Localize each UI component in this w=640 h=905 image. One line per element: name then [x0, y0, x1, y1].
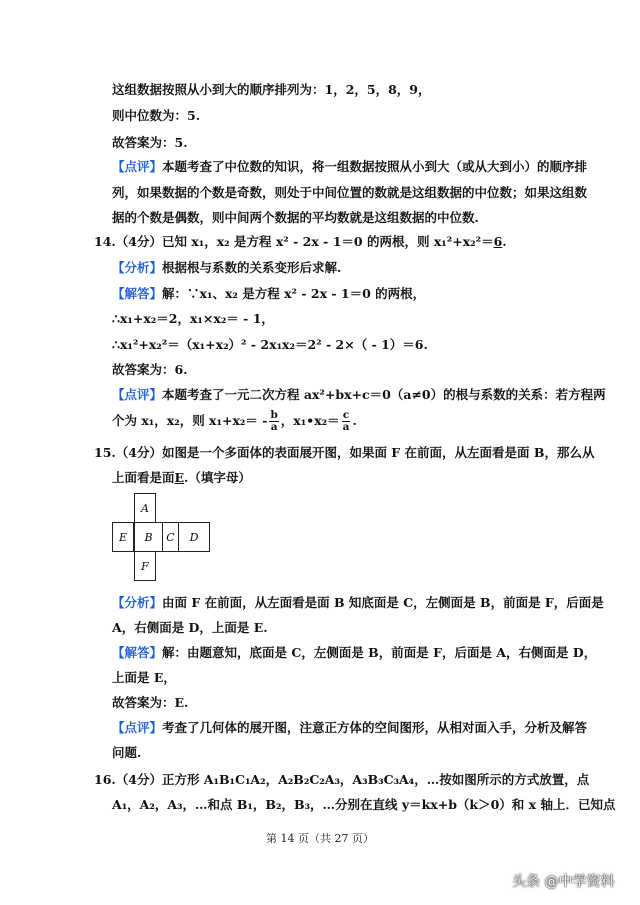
fraction-denominator: a: [270, 421, 278, 433]
comment-text: 本题考查了一元二次方程 ax²+bx+c＝0（a≠0）的根与系数的关系：若方程两: [162, 387, 606, 402]
comment-line: [112, 157, 587, 177]
text-line: 故答案为：6.: [112, 362, 188, 377]
net-face-c: C: [162, 522, 179, 552]
question-14: [94, 232, 507, 252]
net-face-b: B: [134, 522, 163, 552]
formula-line: [112, 410, 357, 433]
formula-text: ，x₁•x₂＝: [280, 413, 340, 428]
text-line: 上面是 E，: [112, 670, 176, 685]
fraction-denominator: a: [342, 421, 350, 433]
fraction-numerator: b: [270, 409, 278, 421]
question-15-cont: [112, 468, 251, 488]
question-text: .: [502, 234, 507, 249]
question-15: 15.（4分）如图是一个多面体的表面展开图，如果面 F 在前面，从左面看是面 B，那么从: [94, 445, 595, 460]
comment-line: [112, 718, 587, 738]
analysis-tag: 【分析】: [112, 595, 163, 610]
text-line: 这组数据按照从小到大的顺序排列为：1，2，5，8，9，: [112, 82, 431, 97]
text-line: 据的个数是偶数，则中间两个数据的平均数就是这组数据的中位数.: [112, 210, 479, 225]
analysis-text: 由面 F 在前面，从左面看是面 B 知底面是 C，左侧面是 B，前面是 F，后面是: [162, 595, 604, 610]
watermark: 头条 @中学资料: [512, 874, 615, 890]
comment-tag: 【点评】: [112, 720, 163, 735]
fraction: [269, 410, 278, 433]
analysis-tag: 【分析】: [112, 260, 163, 275]
analysis-line: [112, 593, 604, 613]
cube-net-figure: [112, 493, 212, 583]
net-face-f: F: [134, 551, 156, 581]
text-line: 问题.: [112, 745, 142, 760]
solution-line: [112, 284, 425, 304]
comment-text: 本题考查了中位数的知识，将一组数据按照从小到大（或从大到小）的顺序排: [162, 159, 588, 174]
question-text: .（填字母）: [184, 470, 251, 485]
comment-line: [112, 385, 606, 405]
fraction: [342, 410, 351, 433]
net-face-e: E: [112, 522, 134, 552]
formula-text: 个为 x₁，x₂，则 x₁+x₂＝ -: [112, 413, 268, 428]
text-line: 列，如果数据的个数是奇数，则处于中间位置的数就是这组数据的中位数；如果这组数: [112, 185, 588, 200]
comment-tag: 【点评】: [112, 159, 163, 174]
net-face-d: D: [178, 522, 210, 552]
analysis-text: 根据根与系数的关系变形后求解.: [162, 260, 342, 275]
formula-text: .: [352, 413, 357, 428]
answer-blank: 6: [493, 234, 503, 249]
text-line: 故答案为：5.: [112, 135, 188, 150]
question-16-cont: A₁，A₂，A₃，…和点 B₁，B₂，B₃，…分别在直线 y＝kx+b（k＞0）和 x 轴上．已知点: [112, 797, 616, 812]
text-line: ∴x₁+x₂＝2，x₁×x₂＝ - 1，: [112, 311, 274, 326]
net-face-a: A: [134, 493, 156, 523]
question-16: 16.（4分）正方形 A₁B₁C₁A₂，A₂B₂C₂A₃，A₃B₃C₃A₄，…按如图所示的方式放置，点: [94, 772, 590, 787]
text-line: 故答案为：E.: [112, 695, 189, 710]
comment-tag: 【点评】: [112, 387, 163, 402]
solution-text: 解：由题意知，底面是 C，左侧面是 B，前面是 F，后面是 A，右侧面是 D，: [162, 645, 597, 660]
solution-text: 解：∵x₁、x₂ 是方程 x² - 2x - 1＝0 的两根，: [162, 286, 426, 301]
comment-text: 考查了几何体的展开图，注意正方体的空间图形，从相对面入手，分析及解答: [162, 720, 588, 735]
solution-tag: 【解答】: [112, 286, 163, 301]
page-footer: 第 14 页（共 27 页）: [266, 832, 374, 845]
analysis-line: [112, 258, 341, 278]
fraction-numerator: c: [342, 409, 350, 421]
question-text: 14.（4分）已知 x₁，x₂ 是方程 x² - 2x - 1＝0 的两根，则 x₁²+x₂²＝: [94, 234, 494, 249]
text-line: A，右侧面是 D，上面是 E.: [112, 620, 268, 635]
text-line: 则中位数为：5.: [112, 108, 201, 123]
answer-blank: E: [174, 470, 185, 485]
solution-line: [112, 643, 596, 663]
solution-tag: 【解答】: [112, 645, 163, 660]
question-text: 上面看是面: [112, 470, 175, 485]
text-line: ∴x₁²+x₂²＝（x₁+x₂）² - 2x₁x₂＝2² - 2×（ - 1）＝6.: [112, 337, 428, 352]
